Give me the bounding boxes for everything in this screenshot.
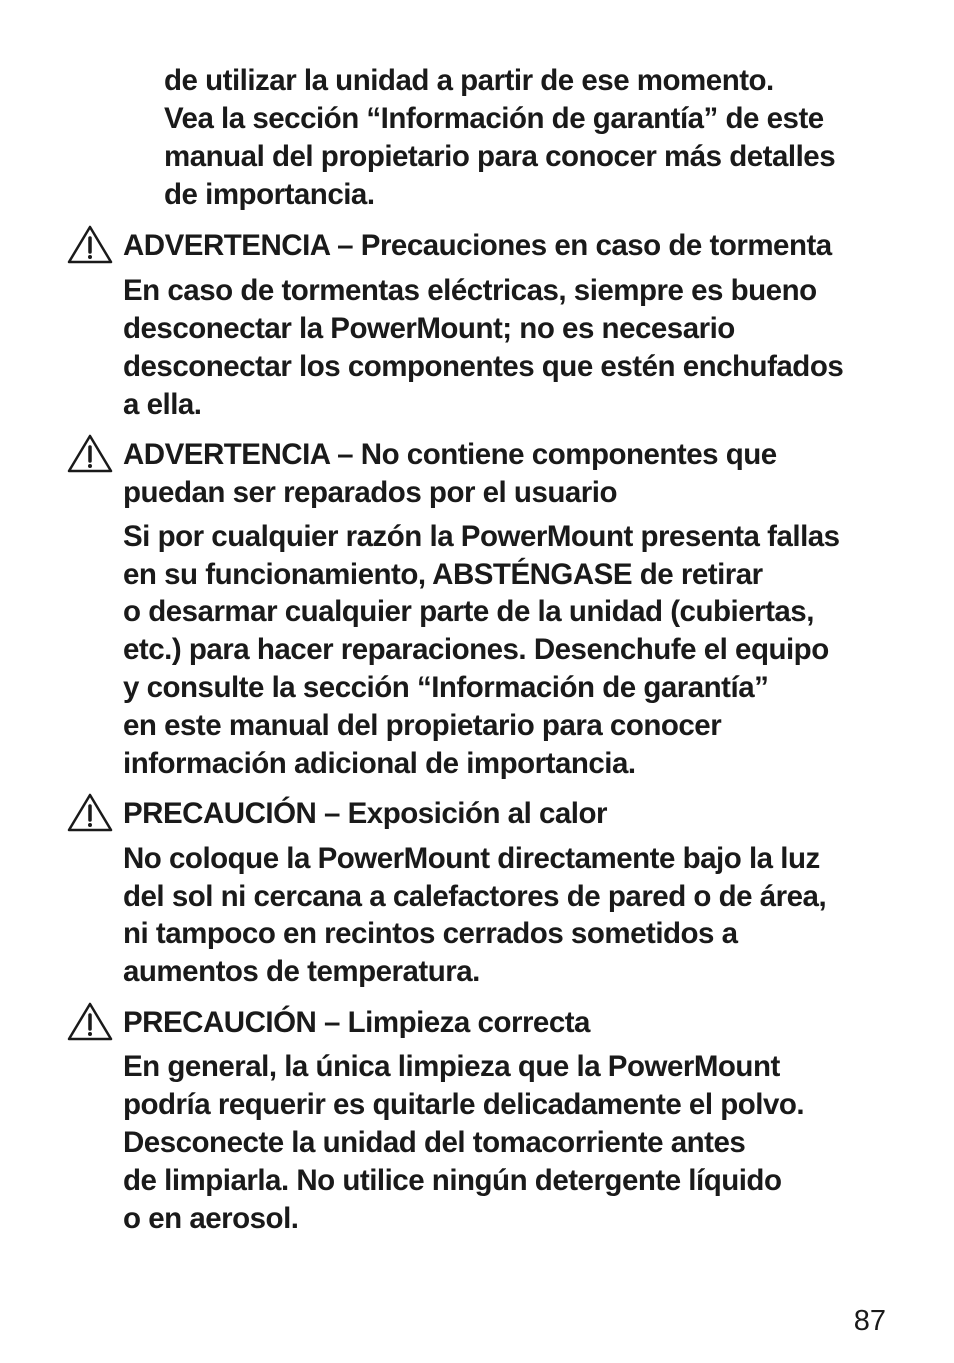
section-body-line: información adicional de importancia. [123, 747, 636, 780]
section-heading: PRECAUCIÓN – Limpieza correcta [123, 1006, 590, 1039]
section-body-line: ni tampoco en recintos cerrados sometidos a [123, 917, 738, 950]
warning-triangle-icon [67, 1001, 113, 1041]
section-body-line: o desarmar cualquier parte de la unidad (cubiertas, [123, 595, 814, 628]
intro-line: manual del propietario para conocer más detalles [164, 140, 836, 173]
section-body-line: en su funcionamiento, ABSTÉNGASE de retirar [123, 558, 763, 591]
section-body-line: En general, la única limpieza que la PowerMount [123, 1050, 780, 1083]
section-body-line: o en aerosol. [123, 1202, 299, 1235]
section-body-line: a ella. [123, 388, 202, 421]
section-body-line: en este manual del propietario para conocer [123, 709, 722, 742]
section-heading: PRECAUCIÓN – Exposición al calor [123, 797, 607, 830]
intro-line: de utilizar la unidad a partir de ese momento. [164, 64, 774, 97]
section-body-line: y consulte la sección “Información de garantía” [123, 671, 769, 704]
section-body-line: No coloque la PowerMount directamente bajo la luz [123, 842, 820, 875]
section-body-line: Desconecte la unidad del tomacorriente antes [123, 1126, 746, 1159]
section-heading: puedan ser reparados por el usuario [123, 476, 617, 509]
warning-triangle-icon [67, 792, 113, 832]
warning-triangle-icon [67, 224, 113, 264]
section-body-line: En caso de tormentas eléctricas, siempre es bueno [123, 274, 817, 307]
section-body-line: desconectar la PowerMount; no es necesario [123, 312, 735, 345]
section-body-line: etc.) para hacer reparaciones. Desenchufe el equipo [123, 633, 829, 666]
intro-line: de importancia. [164, 178, 375, 211]
section-heading: ADVERTENCIA – No contiene componentes que [123, 438, 777, 471]
section-body-line: del sol ni cercana a calefactores de pared o de área, [123, 880, 827, 913]
intro-line: Vea la sección “Información de garantía” de este [164, 102, 824, 135]
section-body-line: de limpiarla. No utilice ningún detergente líquido [123, 1164, 782, 1197]
section-body-line: Si por cualquier razón la PowerMount presenta fallas [123, 520, 840, 553]
warning-triangle-icon [67, 433, 113, 473]
section-body-line: desconectar los componentes que estén enchufados [123, 350, 844, 383]
section-heading: ADVERTENCIA – Precauciones en caso de tormenta [123, 229, 832, 262]
section-body-line: podría requerir es quitarle delicadamente el polvo. [123, 1088, 805, 1121]
page-number: 87 [853, 1305, 886, 1337]
section-body-line: aumentos de temperatura. [123, 955, 480, 988]
